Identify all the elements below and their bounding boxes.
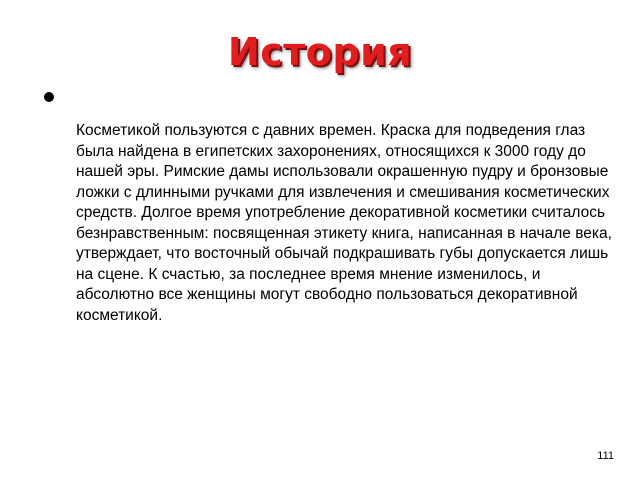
slide-title: История <box>227 30 413 74</box>
slide-body-text: Косметикой пользуются с давних времен. Краска для подведения глаз была найдена в египетских захоронениях, относящихся к 3000 году до нашей эры. Римские дамы использовали окрашенную пудру и бронзовые ложки с длинными ручками для извлечения и смешивания косметических средств. Долгое время употребление декоративной косметики считалось безнравственным: посвященная этикету книга, написанная в начале века, утверждает, что восточный обычай подкрашивать губы допускается лишь на сцене. К счастью, за последнее время мнение изменилось, и абсолютно все женщины могут свободно пользоваться декоративной косметикой. <box>76 122 612 324</box>
slide-number: 111 <box>597 450 614 462</box>
bullet-icon <box>44 92 54 102</box>
